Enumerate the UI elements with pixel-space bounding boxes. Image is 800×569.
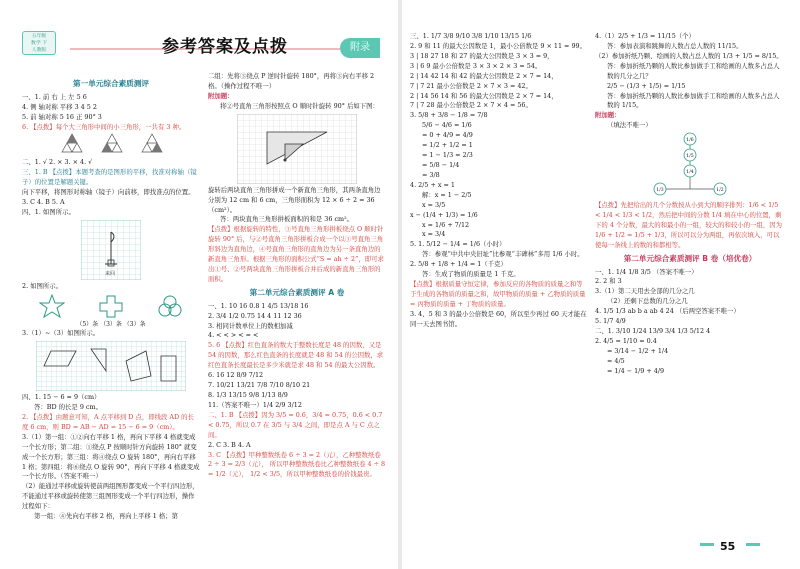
section-title-unit2a: 第二单元综合素质测评 A 卷 <box>249 287 345 297</box>
tip-line: 3. C 【点拨】甲种整数纸卷 6 ÷ 3 = 2（元），乙种整数纸卷 2 ÷ 3 = 2/3（元）， 所以甲种整数纸卷比乙种整数纸卷 4 ÷ 8 = 1/2（元）， 1/2 < 3/5，所以甲种整数纸卷的价钱最贵。 <box>208 450 386 479</box>
answer-line: （2）参加折纸乃颗、绘画的人数占总人数的 1/3 + 1/5 = 8/15。 <box>595 51 783 60</box>
answer-line: （2）还剩下总数的几分之几 <box>607 297 688 306</box>
grid-figure-2 <box>36 341 186 391</box>
column-4 <box>595 32 785 377</box>
answer-line: 答：两块直角三角形拼板面积的和是 36 cm²。 <box>220 215 354 224</box>
badge-line1: 五年级 <box>31 34 47 39</box>
rotation-grid-figure <box>237 114 357 184</box>
division-line: 2 | 14 56 14 和 56 的最大公因数是 2 × 7 = 14， <box>410 91 558 100</box>
footer-decoration <box>700 543 714 546</box>
tip-line: 5. 6 【点拨】红色直条的数大于整数长度是 48 的因数，又是 54 的因数，那么红色直条的长度就是 48 和 54 的公因数，求红色直条长度最长是多少米就是求 48 和 54 的最大公因数。 <box>208 341 384 370</box>
answer-line: 5/6 − 4/6 = 1/6 <box>422 121 472 130</box>
answer-line: 四、1. 如图所示。 <box>22 207 75 216</box>
division-line: 7 | 7 21 最小公倍数是 2 × 7 × 3 = 42。 <box>410 81 532 90</box>
division-line: 3 | 18 27 18 和 27 的最大公因数是 3 × 3 = 9， <box>410 51 554 60</box>
column-1 <box>22 76 200 522</box>
tip-line: 【点拨】根据质量守恒定律，参加反应的各物质的质量之和等于生成的各物质的质量之和，故甲物质的质量 + 乙物质的质量 = 丙物质的质量 + 丁物质的质量。 <box>410 280 586 308</box>
answer-line: 2. C 3. B 4. A <box>208 440 251 449</box>
column-2 <box>208 72 386 480</box>
answer-line: 答：BD 的长是 9 cm。 <box>34 402 102 411</box>
figure-caption: （5）条 （3）条 （3）条 <box>76 320 146 328</box>
tree-value: 1/6 <box>686 138 694 144</box>
division-line: 3 | 6 9 最小公倍数是 3 × 3 × 2 × 3 = 54。 <box>410 61 542 70</box>
answer-line: 4.（1）2/5 + 1/3 = 11/15（个） <box>595 32 695 40</box>
figure-caption: 来回 <box>105 270 116 277</box>
answer-line: 5. 1. 5/12 − 1/4 = 1/6（小时） <box>410 240 506 249</box>
tree-value: 1/5 <box>686 154 694 160</box>
trefoil-shape-icon <box>157 294 183 318</box>
answer-line: = 1 − 1/3 = 2/3 <box>422 151 473 160</box>
answer-line: 答：参观“中共中央旧址”比参观“丰碑林”多用 1/6 小时。 <box>422 250 584 259</box>
grade-badge <box>22 31 56 55</box>
answer-line: 4. 侧 轴对称 平移 3 4 5 2 <box>22 102 97 111</box>
answer-line: 第一组：④先向右平移 2 格，再向上平移 1 格；第 <box>34 512 179 521</box>
tip-line: 【点拨】根据旋转的特性，③号直角三角形拼板绕点 O 顺时针旋转 90° 后，与②号直角三角形拼板合成一个以③号直角三角形斜边为直角边，④号直角三角形的直角边为另一条直角边的新直角三角形。根据三角形的面积公式“S = ah ÷ 2”，即可求出①号、②号两块直角三角形拼板合并后成的新直角三角形的面积。 <box>208 225 384 283</box>
answer-line: 3. 4、5 和 3 的最小公倍数是 60，所以至少再过 60 天才能在同一天去图书馆。 <box>410 309 587 328</box>
answer-line: 3. 相同计数单位上的数相加减 <box>208 321 293 330</box>
fraction-tree-diagram <box>595 131 785 197</box>
tree-value: 1/2 <box>716 188 724 194</box>
tree-value: 1/4 <box>686 170 694 176</box>
answer-line: 2. 9 和 11 的最大公因数是 1，最小公倍数是 9 × 11 = 99。 <box>410 41 586 50</box>
answer-line: = 5/8 − 1/4 <box>422 160 460 169</box>
answer-line: 一、1. 1/4 1/8 3/5 （答案不唯一） <box>595 267 698 276</box>
answer-line: （填法不唯一） <box>607 121 652 130</box>
answer-line: 8. 1/3 13/15 9/8 1/13 8/9 <box>208 390 288 399</box>
answer-line: = 1/2 + 1/2 = 1 <box>422 141 473 150</box>
answer-line: 4. 2/5 + x = 1 <box>410 180 455 189</box>
answer-line: = 4/5 <box>607 356 625 365</box>
answer-line: 4. < < > < = < <box>208 331 259 340</box>
triangle-patterns <box>22 132 200 154</box>
column-3 <box>410 32 588 330</box>
answer-line: （2）能通过平移或旋转使前两组图形都变成一个平行四边形，不能通过平移或旋转使第三组图形变成一个平行四边形，操作过程如下： <box>22 482 199 511</box>
answer-line: 将②号直角三角形按照点 O 顺时针旋转 90° 后如下图： <box>220 101 379 110</box>
answer-line: 11.（答案不唯一）1/4 2/9 3/12 <box>208 400 302 409</box>
answer-line: 5. 1/7 4/9 <box>595 317 626 326</box>
grid-figure-1 <box>81 220 141 280</box>
symmetry-figures <box>22 294 200 318</box>
appendix-tab: 附录 <box>340 38 380 58</box>
answer-line: 2. 2 和 3 <box>595 277 622 286</box>
tip-line: 二、1. B 【点拨】因为 3/5 = 0.6，3/4 = 0.75，0.6 < 0.7 < 0.75，所以 0.7 在 3/5 与 3/4 之间，即是点 A 与 C 点之间。 <box>208 410 383 439</box>
answer-line: 四、1. 15 − 6 = 9（cm） <box>22 393 101 402</box>
division-line: 2 | 14 42 14 和 42 的最大公因数是 2 × 7 = 14， <box>410 71 558 80</box>
answer-line: 2. 如图所示。 <box>22 281 63 290</box>
book-spine <box>398 0 402 569</box>
answer-line: 5. 前 轴对称 5 16 正 90° 3 <box>22 112 102 121</box>
badge-line3: 人教版 <box>31 48 47 53</box>
answer-line: 3. C 4. B 5. A <box>22 198 65 207</box>
answer-line: x − (1/4 + 1/3) = 1/6 <box>410 210 478 219</box>
answer-line: x = 1/6 + 7/12 <box>422 220 470 229</box>
answer-line: 3.（1）第一组：①②向右平移 1 格，再向下平移 4 格就变成一个长方形；第二组：①绕点 P 按顺时针方向旋转 180° 就变成一个长方形；第三组：将④绕点 O 旋转 180°，再向右平移 1 格；第四组：将⑥绕点 O 旋转 90°，再向下平移 4 格就变成一个长方形。（答案不唯一） <box>22 432 200 481</box>
answer-line: 三、1. 1/7 3/8 9/10 3/8 1/10 13/15 1/6 <box>410 32 532 40</box>
answer-line: 二、1. √ 2. × 3. × 4. √ <box>22 158 93 167</box>
answer-line: 3. 5/8 + 3/8 − 1/8 = 7/8 <box>410 111 488 120</box>
bonus-heading: 附加题： <box>595 111 621 120</box>
answer-line: = 3/8 <box>422 170 440 179</box>
answer-line: 答：参加折纸乃颗的人数比参加做手工和绘画的人数多占总人数的几分之几？ <box>607 61 780 80</box>
answer-line: 一、1. 前 右 上 左 5 6 <box>22 92 87 101</box>
page-title: 参考答案及点拨 <box>162 37 288 57</box>
section-title-unit1: 第一单元综合素质测评 <box>73 79 149 88</box>
badge-line2: 数学 下 <box>31 41 47 46</box>
cross-shape-icon <box>98 294 124 318</box>
answer-line: 2. 3/4 1/2 0.75 14 4 11 12 36 <box>208 311 302 320</box>
answer-line: 6. 16 12 8/9 7/12 <box>208 371 264 380</box>
answer-line: x = 3/4 <box>422 230 446 239</box>
answer-line: 7. 10/21 13/21 7/8 7/10 8/10 21 <box>208 381 311 390</box>
answer-line: 二、1. 3/10 1/24 13/9 3/4 1/3 5/12 4 <box>595 327 711 336</box>
page-number: 55 <box>720 540 736 553</box>
answer-line: = 3/14 − 1/2 + 1/4 <box>607 346 669 355</box>
answer-line: 答：参加折纸乃颗的人数比参加做手工和绘画的人数多占总人数的 1/15。 <box>607 91 780 110</box>
answer-line: 解：x = 1 − 2/5 <box>422 190 472 199</box>
answer-line: 2/5 − (1/3 + 1/5) = 1/15 <box>607 81 686 90</box>
star-shape-icon <box>39 294 65 318</box>
answer-line: 向下平移，将图形对称轴（镜子）向前移，即找准点的位置。 <box>22 188 195 197</box>
tree-value: 1/3 <box>656 188 664 194</box>
tip-line: 三、1. B 【点拨】本题考查的是图形的平移，找准对称轴（镜子）的位置是解题关键。 <box>22 168 197 187</box>
answer-line: 2. 4/5 = 1/10 = 0.4 <box>595 336 657 345</box>
tip-line: 【点拨】先把给出的几个分数按从小到大的顺序排列：1/6 < 1/5 < 1/4 < 1/3 < 1/2，然后把中间的分数 1/4 填在中心的位置，剩下的 4 个分数，最大的和最小的一组，较大的和较小的一组，因为 1/6 + 1/2 = 1/5 + 1/3，所以可以分为两组，再依次填入，可以使每一条线上的数的和都相等。 <box>595 201 783 249</box>
answer-line: 3.（1）~（3）如图所示。 <box>22 329 100 338</box>
tip-line: 2. 【点拨】由题意可知，A 点平移到 D 点，即线段 AD 的长度 6 cm，则 BD = AB − AD = 15 − 6 = 9（cm）。 <box>22 412 194 431</box>
left-page <box>0 0 398 569</box>
answer-line: 答：参加表演和跳舞的人数占总人数的 11/15。 <box>607 41 743 50</box>
division-line: 7 | 7 28 最小公倍数是 2 × 7 × 4 = 56。 <box>410 101 532 110</box>
answer-line: 3.（1）第二天用去全部的几分之几 <box>595 287 695 296</box>
answer-line: = 0 + 4/9 = 4/9 <box>422 131 473 140</box>
footer-decoration <box>746 543 760 546</box>
answer-line: 旋转后两块直角三角形拼成一个新直角三角形，其两条直角边分别为 12 cm 和 6 cm，三角形面积为 12 × 6 ÷ 2 = 36（cm²）。 <box>208 185 381 214</box>
answer-line: 一、1. 10 16 0.8 1 4/5 13/18 16 <box>208 301 309 310</box>
answer-line: x = 3/5 <box>422 200 446 209</box>
answer-line: 4. 1/5 1/3 ab b a ab 4 24 （后两空答案不唯一） <box>595 307 740 316</box>
answer-line: 2. 5/8 + 1/8 + 1/4 = 1（千克） <box>410 260 507 269</box>
bonus-heading: 附加题： <box>208 91 234 100</box>
answer-line: = 1/4 − 1/9 + 4/9 <box>607 366 665 375</box>
answer-line: 二组：先将③绕点 P 逆时针旋转 180°，再将③向右平移 2 格。（操作过程不唯一） <box>208 72 375 90</box>
answer-line: 答：生成了物质的质量是 1 千克。 <box>422 270 520 279</box>
section-title-unit2b: 第二单元综合素质测评 B 卷（培优卷） <box>623 253 757 263</box>
tip-line: 6. 【点拨】每个大三角形中间的小三角形，一共有 3 种。 <box>22 122 186 131</box>
